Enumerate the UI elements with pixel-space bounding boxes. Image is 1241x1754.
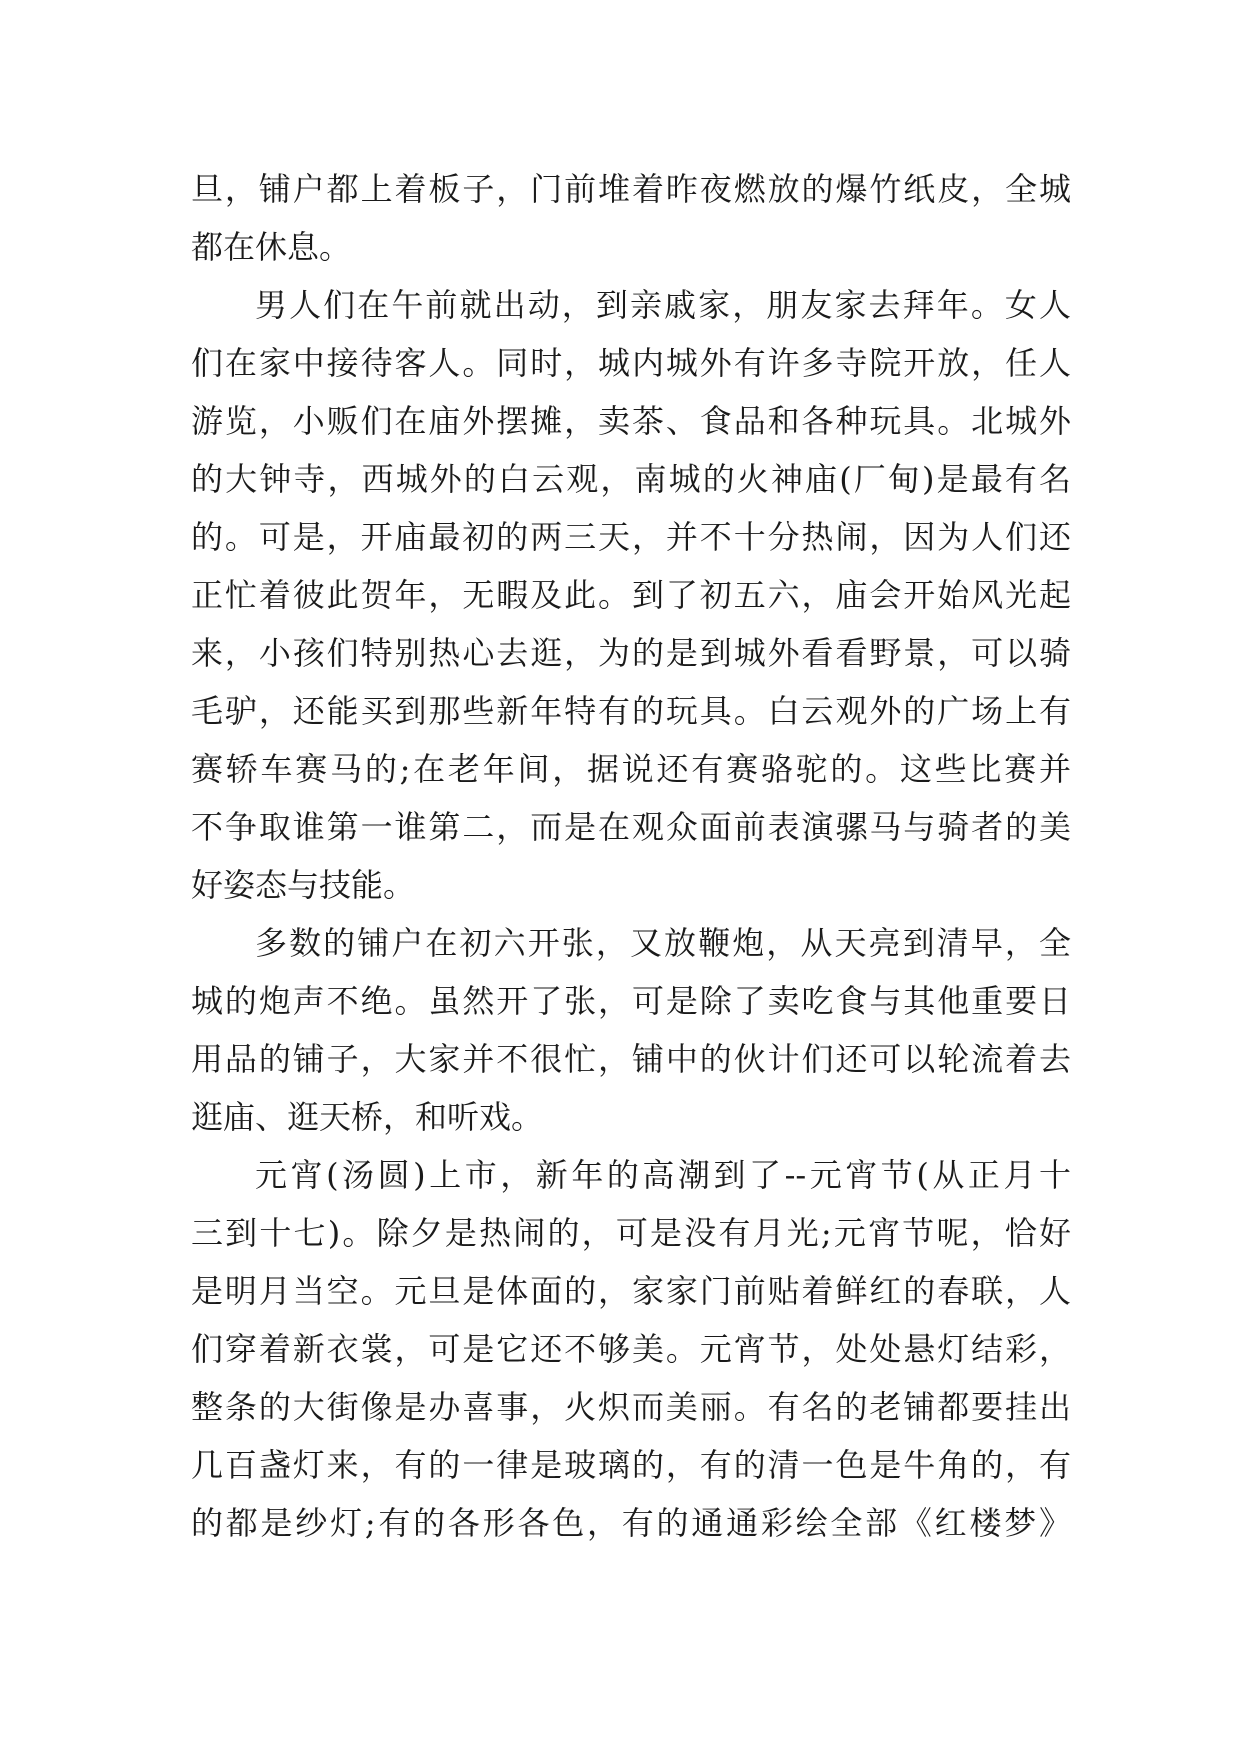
paragraph <box>191 1146 1071 1552</box>
paragraph <box>191 276 1071 914</box>
text-line: 元宵(汤圆)上市，新年的高潮到了--元宵节(从正月十 <box>255 1156 1071 1194</box>
text-line: 用品的铺子，大家并不很忙，铺中的伙计们还可以轮流着去 <box>191 1040 1071 1078</box>
document-body <box>191 160 1071 1552</box>
text-line: 的。可是，开庙最初的两三天，并不十分热闹，因为人们还 <box>191 518 1071 556</box>
text-line: 赛轿车赛马的;在老年间，据说还有赛骆驼的。这些比赛并 <box>191 750 1071 788</box>
text-line: 来，小孩们特别热心去逛，为的是到城外看看野景，可以骑 <box>191 634 1071 672</box>
text-line: 多数的铺户在初六开张，又放鞭炮，从天亮到清早，全 <box>255 924 1071 962</box>
text-line: 整条的大街像是办喜事，火炽而美丽。有名的老铺都要挂出 <box>191 1388 1071 1426</box>
text-line: 几百盏灯来，有的一律是玻璃的，有的清一色是牛角的，有 <box>191 1446 1071 1484</box>
text-line: 不争取谁第一谁第二，而是在观众面前表演骡马与骑者的美 <box>191 808 1071 846</box>
text-line: 们穿着新衣裳，可是它还不够美。元宵节，处处悬灯结彩， <box>191 1330 1071 1368</box>
text-line: 的都是纱灯;有的各形各色，有的通通彩绘全部《红楼梦》 <box>191 1504 1071 1542</box>
text-line: 游览，小贩们在庙外摆摊，卖茶、食品和各种玩具。北城外 <box>191 402 1071 440</box>
text-line: 都在休息。 <box>191 228 352 266</box>
text-line: 毛驴，还能买到那些新年特有的玩具。白云观外的广场上有 <box>191 692 1071 730</box>
text-line: 男人们在午前就出动，到亲戚家，朋友家去拜年。女人 <box>255 286 1071 324</box>
text-line: 旦，铺户都上着板子，门前堆着昨夜燃放的爆竹纸皮，全城 <box>191 170 1071 208</box>
text-line: 的大钟寺，西城外的白云观，南城的火神庙(厂甸)是最有名 <box>191 460 1071 498</box>
text-line: 正忙着彼此贺年，无暇及此。到了初五六，庙会开始风光起 <box>191 576 1071 614</box>
text-line: 逛庙、逛天桥，和听戏。 <box>191 1098 544 1136</box>
text-line: 城的炮声不绝。虽然开了张，可是除了卖吃食与其他重要日 <box>191 982 1071 1020</box>
paragraph <box>191 160 1071 276</box>
text-line: 是明月当空。元旦是体面的，家家门前贴着鲜红的春联，人 <box>191 1272 1071 1310</box>
text-line: 三到十七)。除夕是热闹的，可是没有月光;元宵节呢，恰好 <box>191 1214 1071 1252</box>
paragraph <box>191 914 1071 1146</box>
text-line: 好姿态与技能。 <box>191 866 416 904</box>
text-line: 们在家中接待客人。同时，城内城外有许多寺院开放，任人 <box>191 344 1071 382</box>
